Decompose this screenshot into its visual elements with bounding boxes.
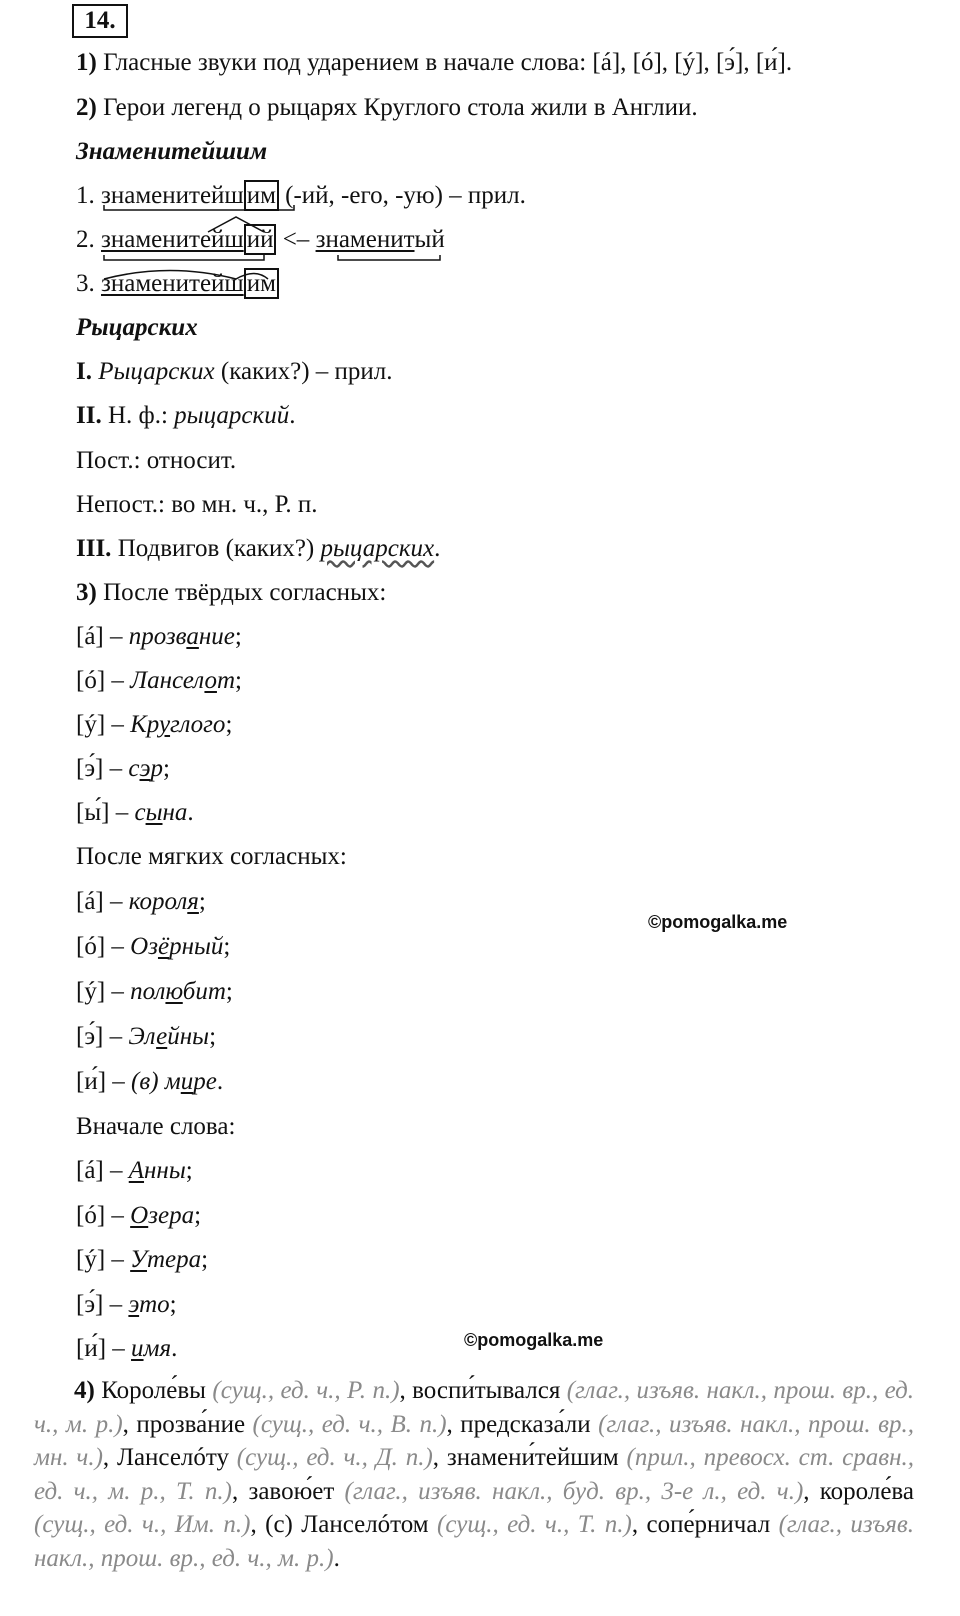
point-text: После твёрдых согласных: bbox=[96, 579, 387, 606]
word-part: ре bbox=[193, 1068, 217, 1095]
soft-item bbox=[76, 887, 206, 917]
grammar-note: (глаг., изъяв. накл., прош. вр., ед. ч., м. р.) bbox=[34, 1511, 914, 1572]
roman-number: I. bbox=[76, 358, 92, 385]
point-1 bbox=[76, 48, 792, 78]
example-word bbox=[128, 755, 163, 782]
grammar-note: (сущ., ед. ч., Т. п.) bbox=[437, 1511, 632, 1538]
example-word bbox=[134, 799, 187, 826]
stressed-letter: а bbox=[186, 623, 199, 650]
morph-line-2 bbox=[76, 225, 445, 255]
punct: , bbox=[432, 1444, 440, 1471]
word-ending: им bbox=[244, 268, 279, 299]
initial-form: рыцарский bbox=[174, 402, 290, 429]
soft-item bbox=[76, 932, 230, 962]
word-part: Эл bbox=[128, 1023, 157, 1050]
example-word bbox=[130, 933, 223, 960]
line-number: 2. bbox=[76, 226, 101, 253]
hard-item bbox=[76, 710, 232, 740]
derivation-arrow: <– bbox=[276, 226, 316, 253]
sound: [á] – bbox=[76, 623, 129, 650]
punct: , bbox=[231, 1477, 239, 1505]
soft-item bbox=[76, 977, 233, 1007]
grammar-note: (глаг., изъяв. накл., прош. вр., ед. ч., м. р.) bbox=[34, 1377, 914, 1438]
stressed-letter: ё bbox=[157, 933, 170, 960]
parse-word: Рыцарских bbox=[91, 358, 215, 385]
sound: [ý] – bbox=[76, 978, 131, 1005]
word-part: (в) м bbox=[131, 1068, 181, 1095]
punct: ; bbox=[198, 888, 206, 915]
sound: [á] – bbox=[76, 1157, 129, 1184]
start-item bbox=[76, 1334, 177, 1364]
word-stem: знаменитейш bbox=[101, 270, 244, 297]
punct: , bbox=[399, 1377, 406, 1404]
line-tail: (-ий, -его, -ую) – прил. bbox=[278, 182, 526, 209]
sound: [и́] – bbox=[76, 1068, 132, 1095]
start-heading: Вначале слова: bbox=[76, 1113, 236, 1140]
analysed-word: Ланселóту bbox=[109, 1444, 237, 1471]
punct: ; bbox=[234, 623, 242, 650]
parse-line-4: Непост.: во мн. ч., Р. п. bbox=[76, 491, 318, 518]
word-part: то bbox=[139, 1290, 170, 1318]
punct: ; bbox=[223, 933, 231, 960]
punct: ; bbox=[194, 1201, 202, 1229]
word-part: зера bbox=[148, 1201, 195, 1229]
stressed-letter: о bbox=[204, 667, 217, 694]
grammar-note: (сущ., ед. ч., В. п.) bbox=[252, 1410, 447, 1438]
stressed-letter: А bbox=[128, 1157, 145, 1184]
word-heading-2: Рыцарских bbox=[76, 314, 198, 341]
sound: [á] – bbox=[76, 888, 129, 915]
grammar-note: (сущ., ед. ч., Им. п.) bbox=[34, 1511, 251, 1538]
punct: . bbox=[333, 1544, 340, 1572]
word-stem: знаменитейш bbox=[101, 182, 244, 209]
word-part: Лансел bbox=[130, 667, 205, 694]
punct: , bbox=[631, 1511, 639, 1538]
word-part: пол bbox=[130, 978, 166, 1005]
base-word-ending: ый bbox=[414, 226, 445, 253]
analysed-word: сопе́рничал bbox=[638, 1511, 779, 1538]
word-part: на bbox=[162, 799, 188, 826]
start-item bbox=[76, 1290, 177, 1320]
word-part: мя bbox=[143, 1335, 172, 1362]
example-word bbox=[128, 1023, 209, 1050]
punct: ; bbox=[163, 755, 170, 782]
stressed-letter: и bbox=[180, 1068, 194, 1095]
stressed-letter: О bbox=[130, 1201, 149, 1229]
point-number: 4) bbox=[74, 1377, 95, 1404]
analysed-word: короле́ва bbox=[809, 1477, 914, 1505]
punct: , bbox=[446, 1410, 453, 1438]
analysed-word: завою́ет bbox=[238, 1477, 345, 1505]
punct: ; bbox=[225, 978, 233, 1005]
punct: ; bbox=[185, 1157, 193, 1184]
punct: , bbox=[122, 1410, 129, 1438]
analysed-word: прозва́ние bbox=[128, 1410, 253, 1438]
word-part: бит bbox=[182, 978, 226, 1005]
example-word bbox=[131, 1335, 171, 1362]
punct: ; bbox=[201, 1246, 209, 1273]
example-word bbox=[130, 1246, 201, 1273]
word-part: нны bbox=[144, 1157, 186, 1184]
analysed-word: Короле́вы bbox=[94, 1377, 213, 1404]
roman-number: II. bbox=[76, 402, 102, 429]
analysed-word: (с) Ланселóтом bbox=[256, 1511, 438, 1538]
stressed-letter: У bbox=[130, 1246, 147, 1273]
sound: [ý] – bbox=[76, 1246, 131, 1273]
parse-tail: Подвигов (каких?) bbox=[111, 535, 321, 562]
stressed-letter: ы bbox=[145, 799, 163, 826]
parse-line-5 bbox=[76, 534, 440, 564]
analysed-word: предсказа́ли bbox=[452, 1410, 599, 1438]
grammar-note: (сущ., ед. ч., Д. п.) bbox=[236, 1444, 433, 1471]
analysed-word: воспи́тывался bbox=[405, 1377, 567, 1404]
word-part: корол bbox=[128, 888, 188, 915]
parse-word: рыцарских bbox=[320, 535, 435, 562]
sound: [ý] – bbox=[76, 711, 131, 738]
word-ending: ий bbox=[244, 224, 277, 255]
word-heading-1: Знаменитейшим bbox=[76, 138, 268, 165]
sound: [э́] – bbox=[76, 1023, 129, 1050]
punct: ; bbox=[225, 711, 233, 738]
soft-heading: После мягких согласных: bbox=[76, 843, 347, 870]
grammar-note: (глаг., изъяв. накл., прош. вр., мн. ч.) bbox=[34, 1410, 914, 1471]
parse-tail: Н. ф.: bbox=[101, 402, 175, 429]
grammar-note: (глаг., изъяв. накл., буд. вр., 3-е л., ед. ч.) bbox=[344, 1477, 804, 1505]
hard-item bbox=[76, 666, 242, 696]
word-part: йны bbox=[167, 1023, 210, 1050]
point-2 bbox=[76, 93, 698, 123]
sound: [э́] – bbox=[76, 755, 129, 782]
soft-item bbox=[76, 1067, 223, 1097]
base-stem-bracket bbox=[338, 255, 440, 260]
parse-tail: (каких?) – прил. bbox=[214, 358, 393, 385]
punct: , bbox=[250, 1511, 257, 1538]
hard-item bbox=[76, 798, 194, 828]
stressed-letter: и bbox=[131, 1335, 144, 1362]
stressed-letter: э bbox=[128, 1290, 140, 1318]
start-item bbox=[76, 1201, 201, 1231]
watermark: ©pomogalka.me bbox=[648, 912, 788, 932]
stressed-letter: е bbox=[156, 1023, 168, 1050]
point-4 bbox=[34, 1374, 914, 1575]
analysed-word: знамени́тейшим bbox=[439, 1444, 627, 1471]
stressed-letter: ю bbox=[165, 978, 183, 1005]
sound: [ó] – bbox=[76, 667, 131, 694]
punct: . bbox=[171, 1335, 178, 1362]
word-part: т bbox=[216, 667, 235, 694]
line-number: 1. bbox=[76, 182, 101, 209]
punct: . bbox=[289, 402, 296, 429]
punct: . bbox=[187, 799, 194, 826]
punct: , bbox=[803, 1477, 810, 1505]
hard-item bbox=[76, 622, 242, 652]
word-part: с bbox=[128, 755, 140, 782]
grammar-note: (сущ., ед. ч., Р. п.) bbox=[212, 1377, 400, 1404]
point-3 bbox=[76, 578, 386, 608]
example-word bbox=[129, 623, 235, 650]
example-word bbox=[129, 1157, 186, 1184]
hard-item bbox=[76, 754, 170, 784]
stem-bracket bbox=[104, 255, 264, 260]
point-text: Герои легенд о рыцарях Круглого стола жили в Англии. bbox=[96, 94, 698, 121]
word-ending: им bbox=[244, 180, 279, 211]
start-item bbox=[76, 1156, 193, 1186]
punct: ; bbox=[209, 1023, 217, 1050]
example-word bbox=[130, 1202, 194, 1229]
punct: , bbox=[102, 1444, 110, 1471]
task-number: 14. bbox=[72, 4, 128, 38]
word-part: р bbox=[150, 755, 164, 782]
stressed-letter: у bbox=[158, 711, 171, 738]
example-word bbox=[130, 711, 225, 738]
roman-number: III. bbox=[76, 535, 112, 562]
stressed-letter: э bbox=[139, 755, 151, 782]
word-part: ние bbox=[198, 623, 235, 650]
sound: [ó] – bbox=[76, 933, 131, 960]
word-part: рный bbox=[169, 933, 224, 960]
start-item bbox=[76, 1245, 208, 1275]
punct: . bbox=[434, 535, 441, 562]
word-part: Оз bbox=[130, 933, 158, 960]
parse-line-3: Пост.: относит. bbox=[76, 447, 237, 474]
sound: [и́] – bbox=[76, 1335, 132, 1362]
watermark: ©pomogalka.me bbox=[464, 1330, 604, 1350]
word-part: тера bbox=[146, 1246, 202, 1273]
soft-item bbox=[76, 1022, 216, 1052]
morph-line-1 bbox=[76, 181, 526, 211]
parse-line-1 bbox=[76, 357, 393, 387]
line-number: 3. bbox=[76, 270, 101, 297]
stressed-letter: я bbox=[187, 888, 199, 915]
word-stem: знаменитейш bbox=[101, 226, 244, 253]
example-word bbox=[131, 1068, 217, 1095]
punct: ; bbox=[235, 667, 242, 694]
sound: [ó] – bbox=[76, 1201, 131, 1229]
example-word bbox=[128, 1291, 169, 1318]
punct: ; bbox=[169, 1290, 177, 1318]
point-number: 1) bbox=[76, 49, 97, 76]
example-word bbox=[130, 978, 226, 1005]
example-word bbox=[130, 667, 235, 694]
punct: . bbox=[216, 1068, 224, 1095]
point-text: Гласные звуки под ударением в начале слова: [á], [ó], [ý], [э́], [и́]. bbox=[96, 49, 793, 76]
base-word-stem: знаменит bbox=[315, 226, 415, 253]
word-part: с bbox=[134, 799, 146, 826]
word-part: прозв bbox=[128, 623, 187, 650]
example-word bbox=[129, 888, 199, 915]
grammar-note: (прил., превосх. ст. сравн., ед. ч., м. р., Т. п.) bbox=[34, 1444, 914, 1505]
morph-line-3 bbox=[76, 269, 279, 299]
sound: [э́] – bbox=[76, 1290, 129, 1318]
point-number: 2) bbox=[76, 94, 97, 121]
point-number: 3) bbox=[76, 579, 97, 606]
parse-line-2 bbox=[76, 401, 295, 431]
sound: [ы́] – bbox=[76, 799, 135, 826]
word-part: Кр bbox=[130, 711, 159, 738]
word-part: глого bbox=[170, 711, 226, 738]
